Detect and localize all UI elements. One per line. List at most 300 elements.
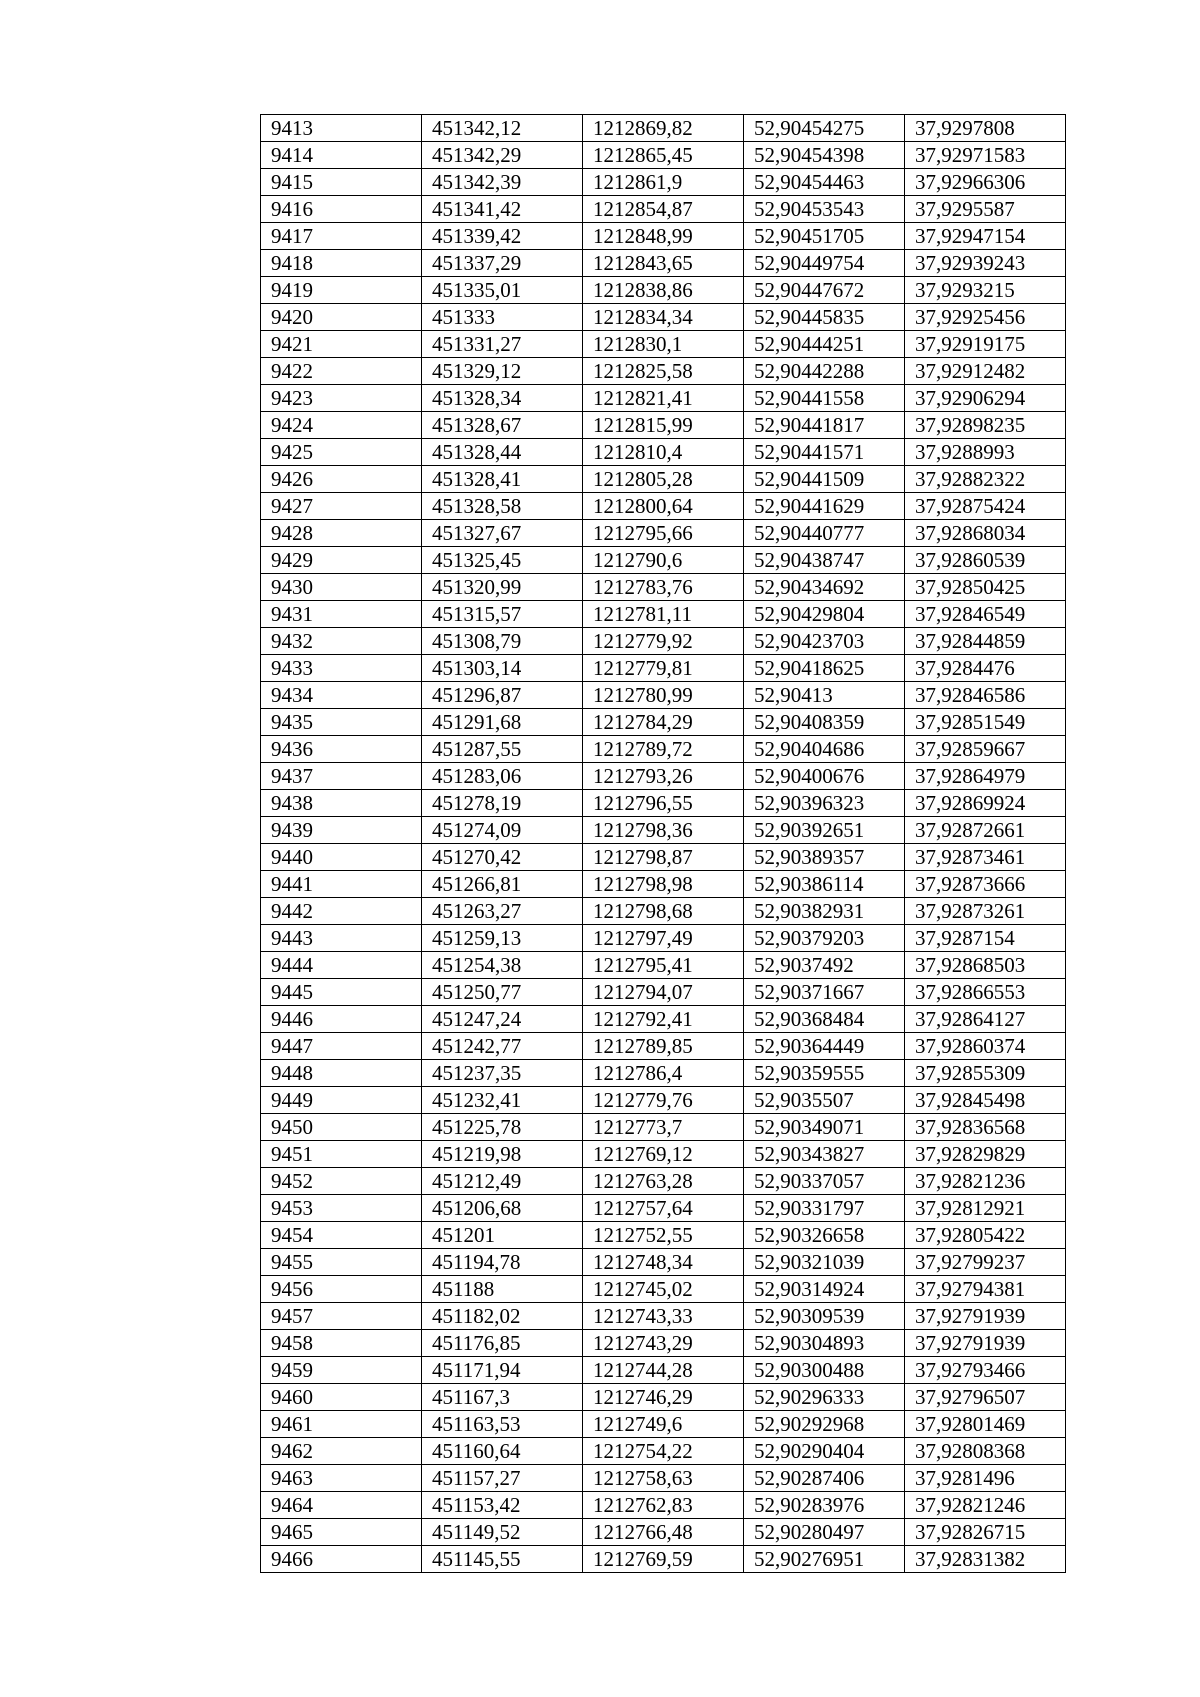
table-row [261, 1465, 1066, 1492]
y-coordinate-cell: 1212848,99 [583, 223, 744, 250]
latitude-cell: 52,90400676 [744, 763, 905, 790]
y-coordinate-cell: 1212786,4 [583, 1060, 744, 1087]
point-number-cell: 9462 [261, 1438, 422, 1465]
point-number-cell: 9466 [261, 1546, 422, 1573]
point-number-cell: 9464 [261, 1492, 422, 1519]
y-coordinate-cell: 1212821,41 [583, 385, 744, 412]
y-coordinate-cell: 1212798,36 [583, 817, 744, 844]
longitude-cell: 37,92868034 [905, 520, 1066, 547]
x-coordinate-cell: 451232,41 [422, 1087, 583, 1114]
longitude-cell: 37,92799237 [905, 1249, 1066, 1276]
point-number-cell: 9413 [261, 115, 422, 142]
latitude-cell: 52,90321039 [744, 1249, 905, 1276]
latitude-cell: 52,90292968 [744, 1411, 905, 1438]
latitude-cell: 52,90290404 [744, 1438, 905, 1465]
y-coordinate-cell: 1212810,4 [583, 439, 744, 466]
x-coordinate-cell: 451167,3 [422, 1384, 583, 1411]
point-number-cell: 9439 [261, 817, 422, 844]
latitude-cell: 52,90331797 [744, 1195, 905, 1222]
point-number-cell: 9419 [261, 277, 422, 304]
table-row [261, 169, 1066, 196]
x-coordinate-cell: 451237,35 [422, 1060, 583, 1087]
longitude-cell: 37,92898235 [905, 412, 1066, 439]
x-coordinate-cell: 451157,27 [422, 1465, 583, 1492]
table-row [261, 1519, 1066, 1546]
point-number-cell: 9428 [261, 520, 422, 547]
x-coordinate-cell: 451270,42 [422, 844, 583, 871]
point-number-cell: 9461 [261, 1411, 422, 1438]
table-row [261, 763, 1066, 790]
point-number-cell: 9449 [261, 1087, 422, 1114]
y-coordinate-cell: 1212779,81 [583, 655, 744, 682]
x-coordinate-cell: 451171,94 [422, 1357, 583, 1384]
x-coordinate-cell: 451339,42 [422, 223, 583, 250]
latitude-cell: 52,90396323 [744, 790, 905, 817]
longitude-cell: 37,92868503 [905, 952, 1066, 979]
y-coordinate-cell: 1212745,02 [583, 1276, 744, 1303]
table-row [261, 1438, 1066, 1465]
table-row [261, 1276, 1066, 1303]
x-coordinate-cell: 451328,44 [422, 439, 583, 466]
y-coordinate-cell: 1212830,1 [583, 331, 744, 358]
longitude-cell: 37,92826715 [905, 1519, 1066, 1546]
latitude-cell: 52,90382931 [744, 898, 905, 925]
longitude-cell: 37,92831382 [905, 1546, 1066, 1573]
x-coordinate-cell: 451206,68 [422, 1195, 583, 1222]
y-coordinate-cell: 1212763,28 [583, 1168, 744, 1195]
longitude-cell: 37,92812921 [905, 1195, 1066, 1222]
longitude-cell: 37,92875424 [905, 493, 1066, 520]
point-number-cell: 9463 [261, 1465, 422, 1492]
x-coordinate-cell: 451153,42 [422, 1492, 583, 1519]
x-coordinate-cell: 451145,55 [422, 1546, 583, 1573]
table-row [261, 1303, 1066, 1330]
table-row [261, 412, 1066, 439]
longitude-cell: 37,92808368 [905, 1438, 1066, 1465]
longitude-cell: 37,92873461 [905, 844, 1066, 871]
latitude-cell: 52,90304893 [744, 1330, 905, 1357]
x-coordinate-cell: 451333 [422, 304, 583, 331]
point-number-cell: 9430 [261, 574, 422, 601]
table-row [261, 1384, 1066, 1411]
latitude-cell: 52,90413 [744, 682, 905, 709]
y-coordinate-cell: 1212783,76 [583, 574, 744, 601]
x-coordinate-cell: 451287,55 [422, 736, 583, 763]
point-number-cell: 9432 [261, 628, 422, 655]
point-number-cell: 9418 [261, 250, 422, 277]
table-row [261, 142, 1066, 169]
x-coordinate-cell: 451201 [422, 1222, 583, 1249]
latitude-cell: 52,90440777 [744, 520, 905, 547]
point-number-cell: 9416 [261, 196, 422, 223]
point-number-cell: 9421 [261, 331, 422, 358]
longitude-cell: 37,92844859 [905, 628, 1066, 655]
x-coordinate-cell: 451176,85 [422, 1330, 583, 1357]
longitude-cell: 37,92791939 [905, 1330, 1066, 1357]
x-coordinate-cell: 451303,14 [422, 655, 583, 682]
point-number-cell: 9422 [261, 358, 422, 385]
point-number-cell: 9447 [261, 1033, 422, 1060]
x-coordinate-cell: 451194,78 [422, 1249, 583, 1276]
x-coordinate-cell: 451335,01 [422, 277, 583, 304]
point-number-cell: 9433 [261, 655, 422, 682]
x-coordinate-cell: 451329,12 [422, 358, 583, 385]
longitude-cell: 37,92947154 [905, 223, 1066, 250]
y-coordinate-cell: 1212795,66 [583, 520, 744, 547]
table-row [261, 817, 1066, 844]
point-number-cell: 9460 [261, 1384, 422, 1411]
x-coordinate-cell: 451250,77 [422, 979, 583, 1006]
longitude-cell: 37,9281496 [905, 1465, 1066, 1492]
longitude-cell: 37,92912482 [905, 358, 1066, 385]
latitude-cell: 52,90349071 [744, 1114, 905, 1141]
latitude-cell: 52,90451705 [744, 223, 905, 250]
latitude-cell: 52,90404686 [744, 736, 905, 763]
longitude-cell: 37,92805422 [905, 1222, 1066, 1249]
x-coordinate-cell: 451247,24 [422, 1006, 583, 1033]
table-row [261, 304, 1066, 331]
longitude-cell: 37,9288993 [905, 439, 1066, 466]
table-row [261, 223, 1066, 250]
latitude-cell: 52,90447672 [744, 277, 905, 304]
table-row [261, 1357, 1066, 1384]
latitude-cell: 52,90364449 [744, 1033, 905, 1060]
latitude-cell: 52,90418625 [744, 655, 905, 682]
latitude-cell: 52,90438747 [744, 547, 905, 574]
table-row [261, 1114, 1066, 1141]
longitude-cell: 37,9293215 [905, 277, 1066, 304]
longitude-cell: 37,92791939 [905, 1303, 1066, 1330]
longitude-cell: 37,92860539 [905, 547, 1066, 574]
latitude-cell: 52,9037492 [744, 952, 905, 979]
y-coordinate-cell: 1212865,45 [583, 142, 744, 169]
y-coordinate-cell: 1212769,12 [583, 1141, 744, 1168]
x-coordinate-cell: 451278,19 [422, 790, 583, 817]
latitude-cell: 52,90276951 [744, 1546, 905, 1573]
table-body [261, 115, 1066, 1573]
table-row [261, 844, 1066, 871]
longitude-cell: 37,9295587 [905, 196, 1066, 223]
x-coordinate-cell: 451283,06 [422, 763, 583, 790]
table-row [261, 682, 1066, 709]
point-number-cell: 9434 [261, 682, 422, 709]
longitude-cell: 37,92925456 [905, 304, 1066, 331]
y-coordinate-cell: 1212784,29 [583, 709, 744, 736]
point-number-cell: 9459 [261, 1357, 422, 1384]
y-coordinate-cell: 1212754,22 [583, 1438, 744, 1465]
x-coordinate-cell: 451219,98 [422, 1141, 583, 1168]
point-number-cell: 9435 [261, 709, 422, 736]
y-coordinate-cell: 1212780,99 [583, 682, 744, 709]
x-coordinate-cell: 451328,58 [422, 493, 583, 520]
y-coordinate-cell: 1212781,11 [583, 601, 744, 628]
y-coordinate-cell: 1212869,82 [583, 115, 744, 142]
x-coordinate-cell: 451212,49 [422, 1168, 583, 1195]
x-coordinate-cell: 451327,67 [422, 520, 583, 547]
latitude-cell: 52,90429804 [744, 601, 905, 628]
point-number-cell: 9424 [261, 412, 422, 439]
point-number-cell: 9450 [261, 1114, 422, 1141]
y-coordinate-cell: 1212789,72 [583, 736, 744, 763]
latitude-cell: 52,90441629 [744, 493, 905, 520]
point-number-cell: 9427 [261, 493, 422, 520]
table-row [261, 547, 1066, 574]
point-number-cell: 9423 [261, 385, 422, 412]
y-coordinate-cell: 1212834,34 [583, 304, 744, 331]
latitude-cell: 52,90326658 [744, 1222, 905, 1249]
latitude-cell: 52,90408359 [744, 709, 905, 736]
latitude-cell: 52,90392651 [744, 817, 905, 844]
y-coordinate-cell: 1212769,59 [583, 1546, 744, 1573]
longitude-cell: 37,92966306 [905, 169, 1066, 196]
y-coordinate-cell: 1212805,28 [583, 466, 744, 493]
longitude-cell: 37,92821236 [905, 1168, 1066, 1195]
latitude-cell: 52,90434692 [744, 574, 905, 601]
point-number-cell: 9415 [261, 169, 422, 196]
x-coordinate-cell: 451163,53 [422, 1411, 583, 1438]
y-coordinate-cell: 1212748,34 [583, 1249, 744, 1276]
latitude-cell: 52,90300488 [744, 1357, 905, 1384]
latitude-cell: 52,90280497 [744, 1519, 905, 1546]
x-coordinate-cell: 451342,12 [422, 115, 583, 142]
y-coordinate-cell: 1212815,99 [583, 412, 744, 439]
point-number-cell: 9444 [261, 952, 422, 979]
latitude-cell: 52,90449754 [744, 250, 905, 277]
table-row [261, 655, 1066, 682]
x-coordinate-cell: 451160,64 [422, 1438, 583, 1465]
x-coordinate-cell: 451188 [422, 1276, 583, 1303]
point-number-cell: 9425 [261, 439, 422, 466]
table-row [261, 1195, 1066, 1222]
x-coordinate-cell: 451328,41 [422, 466, 583, 493]
table-row [261, 1060, 1066, 1087]
latitude-cell: 52,90441571 [744, 439, 905, 466]
x-coordinate-cell: 451315,57 [422, 601, 583, 628]
point-number-cell: 9451 [261, 1141, 422, 1168]
table-row [261, 736, 1066, 763]
y-coordinate-cell: 1212861,9 [583, 169, 744, 196]
x-coordinate-cell: 451342,39 [422, 169, 583, 196]
table-row [261, 925, 1066, 952]
y-coordinate-cell: 1212743,29 [583, 1330, 744, 1357]
table-row [261, 898, 1066, 925]
longitude-cell: 37,92851549 [905, 709, 1066, 736]
point-number-cell: 9440 [261, 844, 422, 871]
y-coordinate-cell: 1212743,33 [583, 1303, 744, 1330]
point-number-cell: 9438 [261, 790, 422, 817]
latitude-cell: 52,90371667 [744, 979, 905, 1006]
point-number-cell: 9445 [261, 979, 422, 1006]
table-row [261, 196, 1066, 223]
longitude-cell: 37,92836568 [905, 1114, 1066, 1141]
table-row [261, 385, 1066, 412]
longitude-cell: 37,92855309 [905, 1060, 1066, 1087]
latitude-cell: 52,90442288 [744, 358, 905, 385]
table-row [261, 871, 1066, 898]
latitude-cell: 52,90454463 [744, 169, 905, 196]
table-row [261, 1330, 1066, 1357]
table-row [261, 952, 1066, 979]
longitude-cell: 37,92850425 [905, 574, 1066, 601]
point-number-cell: 9441 [261, 871, 422, 898]
table-row [261, 1492, 1066, 1519]
latitude-cell: 52,90359555 [744, 1060, 905, 1087]
point-number-cell: 9446 [261, 1006, 422, 1033]
point-number-cell: 9429 [261, 547, 422, 574]
table-row [261, 628, 1066, 655]
latitude-cell: 52,90368484 [744, 1006, 905, 1033]
table-row [261, 1168, 1066, 1195]
x-coordinate-cell: 451337,29 [422, 250, 583, 277]
table-row [261, 358, 1066, 385]
longitude-cell: 37,92801469 [905, 1411, 1066, 1438]
x-coordinate-cell: 451259,13 [422, 925, 583, 952]
table-row [261, 331, 1066, 358]
x-coordinate-cell: 451149,52 [422, 1519, 583, 1546]
latitude-cell: 52,90343827 [744, 1141, 905, 1168]
longitude-cell: 37,92860374 [905, 1033, 1066, 1060]
longitude-cell: 37,92864979 [905, 763, 1066, 790]
point-number-cell: 9436 [261, 736, 422, 763]
point-number-cell: 9458 [261, 1330, 422, 1357]
point-number-cell: 9455 [261, 1249, 422, 1276]
table-row [261, 601, 1066, 628]
point-number-cell: 9452 [261, 1168, 422, 1195]
point-number-cell: 9414 [261, 142, 422, 169]
y-coordinate-cell: 1212757,64 [583, 1195, 744, 1222]
x-coordinate-cell: 451266,81 [422, 871, 583, 898]
point-number-cell: 9457 [261, 1303, 422, 1330]
x-coordinate-cell: 451274,09 [422, 817, 583, 844]
x-coordinate-cell: 451242,77 [422, 1033, 583, 1060]
x-coordinate-cell: 451254,38 [422, 952, 583, 979]
longitude-cell: 37,92864127 [905, 1006, 1066, 1033]
longitude-cell: 37,92829829 [905, 1141, 1066, 1168]
point-number-cell: 9448 [261, 1060, 422, 1087]
x-coordinate-cell: 451225,78 [422, 1114, 583, 1141]
table-row [261, 439, 1066, 466]
longitude-cell: 37,92845498 [905, 1087, 1066, 1114]
longitude-cell: 37,92793466 [905, 1357, 1066, 1384]
y-coordinate-cell: 1212795,41 [583, 952, 744, 979]
longitude-cell: 37,92846586 [905, 682, 1066, 709]
table-row [261, 1006, 1066, 1033]
latitude-cell: 52,9035507 [744, 1087, 905, 1114]
y-coordinate-cell: 1212762,83 [583, 1492, 744, 1519]
longitude-cell: 37,9287154 [905, 925, 1066, 952]
longitude-cell: 37,9284476 [905, 655, 1066, 682]
y-coordinate-cell: 1212779,76 [583, 1087, 744, 1114]
y-coordinate-cell: 1212843,65 [583, 250, 744, 277]
longitude-cell: 37,92859667 [905, 736, 1066, 763]
x-coordinate-cell: 451308,79 [422, 628, 583, 655]
latitude-cell: 52,90423703 [744, 628, 905, 655]
y-coordinate-cell: 1212797,49 [583, 925, 744, 952]
coordinates-table [260, 114, 1066, 1573]
latitude-cell: 52,90441558 [744, 385, 905, 412]
point-number-cell: 9456 [261, 1276, 422, 1303]
y-coordinate-cell: 1212796,55 [583, 790, 744, 817]
table-row [261, 115, 1066, 142]
y-coordinate-cell: 1212792,41 [583, 1006, 744, 1033]
x-coordinate-cell: 451296,87 [422, 682, 583, 709]
longitude-cell: 37,92866553 [905, 979, 1066, 1006]
x-coordinate-cell: 451320,99 [422, 574, 583, 601]
x-coordinate-cell: 451325,45 [422, 547, 583, 574]
latitude-cell: 52,90445835 [744, 304, 905, 331]
point-number-cell: 9417 [261, 223, 422, 250]
latitude-cell: 52,90296333 [744, 1384, 905, 1411]
x-coordinate-cell: 451341,42 [422, 196, 583, 223]
latitude-cell: 52,90441817 [744, 412, 905, 439]
y-coordinate-cell: 1212798,98 [583, 871, 744, 898]
y-coordinate-cell: 1212825,58 [583, 358, 744, 385]
latitude-cell: 52,90314924 [744, 1276, 905, 1303]
table-row [261, 1087, 1066, 1114]
x-coordinate-cell: 451182,02 [422, 1303, 583, 1330]
table-row [261, 493, 1066, 520]
longitude-cell: 37,92794381 [905, 1276, 1066, 1303]
y-coordinate-cell: 1212800,64 [583, 493, 744, 520]
latitude-cell: 52,90441509 [744, 466, 905, 493]
longitude-cell: 37,92873666 [905, 871, 1066, 898]
longitude-cell: 37,92873261 [905, 898, 1066, 925]
y-coordinate-cell: 1212798,68 [583, 898, 744, 925]
latitude-cell: 52,90453543 [744, 196, 905, 223]
x-coordinate-cell: 451342,29 [422, 142, 583, 169]
longitude-cell: 37,92869924 [905, 790, 1066, 817]
longitude-cell: 37,92846549 [905, 601, 1066, 628]
y-coordinate-cell: 1212752,55 [583, 1222, 744, 1249]
table-row [261, 574, 1066, 601]
y-coordinate-cell: 1212746,29 [583, 1384, 744, 1411]
point-number-cell: 9431 [261, 601, 422, 628]
latitude-cell: 52,90389357 [744, 844, 905, 871]
y-coordinate-cell: 1212854,87 [583, 196, 744, 223]
latitude-cell: 52,90309539 [744, 1303, 905, 1330]
latitude-cell: 52,90287406 [744, 1465, 905, 1492]
x-coordinate-cell: 451291,68 [422, 709, 583, 736]
point-number-cell: 9420 [261, 304, 422, 331]
latitude-cell: 52,90337057 [744, 1168, 905, 1195]
point-number-cell: 9426 [261, 466, 422, 493]
y-coordinate-cell: 1212798,87 [583, 844, 744, 871]
table-row [261, 790, 1066, 817]
x-coordinate-cell: 451328,34 [422, 385, 583, 412]
latitude-cell: 52,90444251 [744, 331, 905, 358]
y-coordinate-cell: 1212838,86 [583, 277, 744, 304]
table-row [261, 1222, 1066, 1249]
y-coordinate-cell: 1212793,26 [583, 763, 744, 790]
longitude-cell: 37,92872661 [905, 817, 1066, 844]
y-coordinate-cell: 1212749,6 [583, 1411, 744, 1438]
longitude-cell: 37,92882322 [905, 466, 1066, 493]
point-number-cell: 9443 [261, 925, 422, 952]
table-row [261, 1546, 1066, 1573]
longitude-cell: 37,9297808 [905, 115, 1066, 142]
table-row [261, 520, 1066, 547]
table-row [261, 1249, 1066, 1276]
latitude-cell: 52,90379203 [744, 925, 905, 952]
y-coordinate-cell: 1212790,6 [583, 547, 744, 574]
point-number-cell: 9454 [261, 1222, 422, 1249]
longitude-cell: 37,92821246 [905, 1492, 1066, 1519]
y-coordinate-cell: 1212744,28 [583, 1357, 744, 1384]
table-row [261, 250, 1066, 277]
latitude-cell: 52,90454275 [744, 115, 905, 142]
table-row [261, 1411, 1066, 1438]
point-number-cell: 9453 [261, 1195, 422, 1222]
